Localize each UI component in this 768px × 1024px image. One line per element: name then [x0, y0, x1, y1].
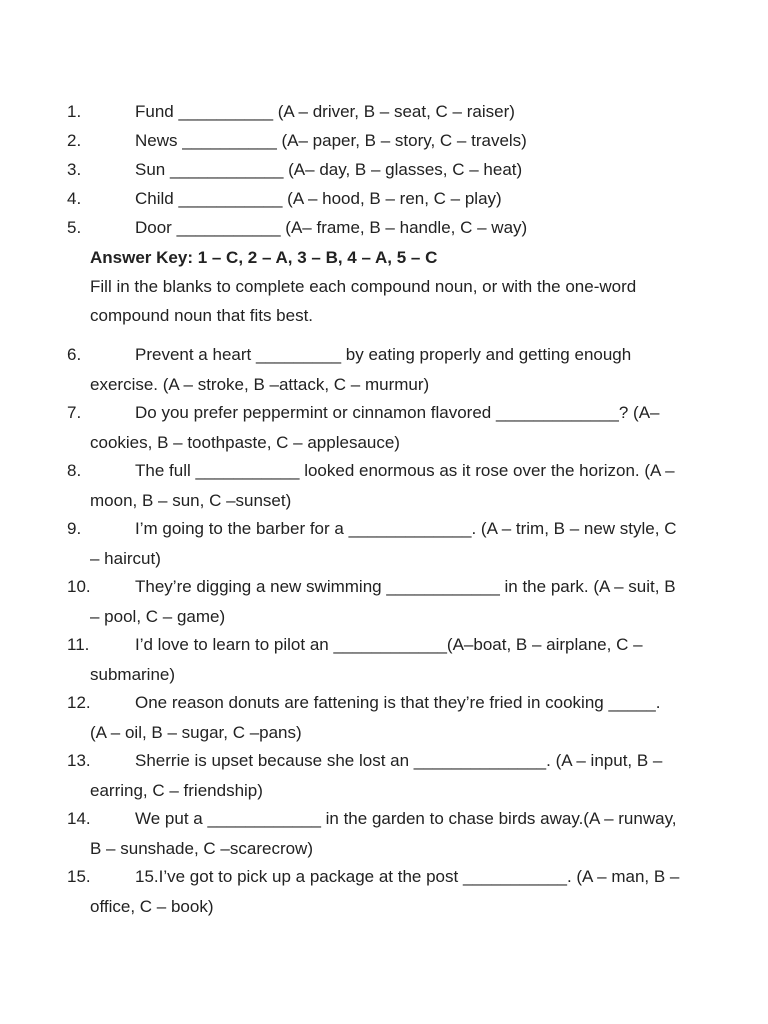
sentence-question-list	[0, 340, 768, 920]
item-text: 15.I’ve got to pick up a package at the post ___________. (A – man, B – office, C – book)	[90, 867, 680, 916]
list-item	[0, 398, 768, 456]
list-item	[0, 572, 768, 630]
item-number: 5.	[67, 218, 82, 237]
item-text: One reason donuts are fattening is that they’re fried in cooking _____. (A – oil, B – sugar, C –pans)	[90, 693, 661, 742]
item-number: 2.	[67, 131, 82, 150]
item-number: 6.	[67, 345, 82, 364]
item-text: Child ___________ (A – hood, B – ren, C – play)	[135, 189, 502, 208]
compound-word-list	[0, 97, 768, 242]
list-item	[0, 97, 768, 126]
item-number: 8.	[67, 461, 82, 480]
list-item	[0, 126, 768, 155]
item-number: 1.	[67, 102, 82, 121]
list-item	[0, 184, 768, 213]
item-text: Sherrie is upset because she lost an ______________. (A – input, B – earring, C – friendship)	[90, 751, 663, 800]
list-item	[0, 155, 768, 184]
list-item	[0, 746, 768, 804]
item-number: 3.	[67, 160, 82, 179]
item-number: 4.	[67, 189, 82, 208]
instructions: Fill in the blanks to complete each compound noun, or with the one-word compound noun that fits best.	[90, 277, 637, 325]
item-number: 13.	[67, 751, 91, 770]
item-text: News __________ (A– paper, B – story, C – travels)	[135, 131, 527, 150]
list-item	[0, 456, 768, 514]
item-number: 15.	[67, 867, 91, 886]
item-number: 7.	[67, 403, 82, 422]
item-number: 9.	[67, 519, 82, 538]
item-number: 14.	[67, 809, 91, 828]
item-text: Prevent a heart _________ by eating properly and getting enough exercise. (A – stroke, B –attack, C – murmur)	[90, 345, 632, 394]
item-text: Do you prefer peppermint or cinnamon flavored _____________? (A– cookies, B – toothpaste, C – applesauce)	[90, 403, 660, 452]
list-item	[0, 213, 768, 242]
item-text: I’m going to the barber for a _____________. (A – trim, B – new style, C – haircut)	[90, 519, 677, 568]
item-text: We put a ____________ in the garden to chase birds away.(A – runway, B – sunshade, C –scarecrow)	[90, 809, 677, 858]
answer-key: Answer Key: 1 – C, 2 – A, 3 – B, 4 – A, 5 – C	[90, 248, 438, 267]
list-item	[0, 340, 768, 398]
item-text: I’d love to learn to pilot an ____________(A–boat, B – airplane, C – submarine)	[90, 635, 643, 684]
list-item	[0, 630, 768, 688]
item-number: 10.	[67, 577, 91, 596]
list-item	[0, 862, 768, 920]
item-text: Door ___________ (A– frame, B – handle, C – way)	[135, 218, 528, 237]
item-number: 12.	[67, 693, 91, 712]
list-item	[0, 514, 768, 572]
item-text: Sun ____________ (A– day, B – glasses, C – heat)	[135, 160, 523, 179]
item-number: 11.	[67, 635, 90, 654]
item-text: They’re digging a new swimming ____________ in the park. (A – suit, B – pool, C – game)	[90, 577, 676, 626]
list-item	[0, 688, 768, 746]
item-text: The full ___________ looked enormous as it rose over the horizon. (A – moon, B – sun, C –sunset)	[90, 461, 675, 510]
list-item	[0, 804, 768, 862]
item-text: Fund __________ (A – driver, B – seat, C – raiser)	[135, 102, 515, 121]
